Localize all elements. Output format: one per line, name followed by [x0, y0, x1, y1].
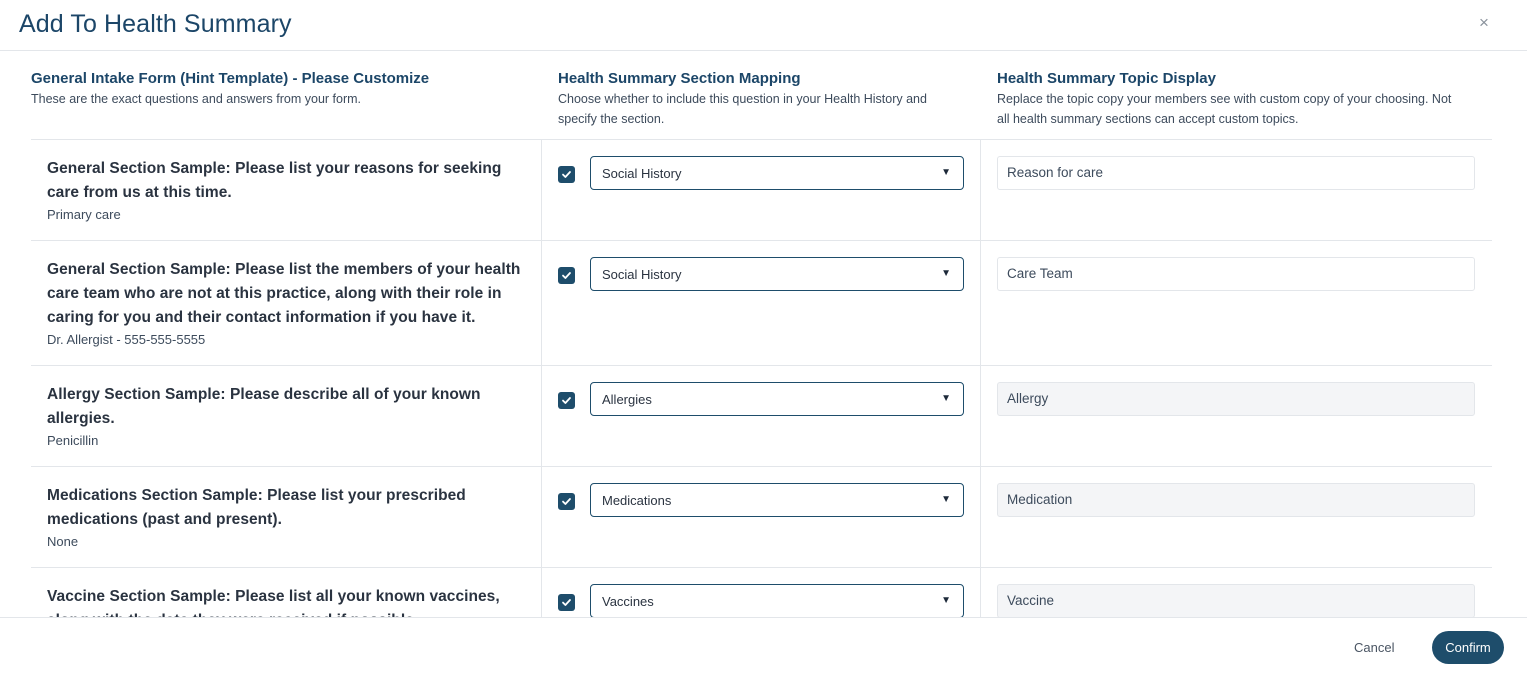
- answer-text: Dr. Allergist - 555-555-5555: [47, 332, 206, 347]
- dropdown-arrow-icon: ▼: [941, 268, 951, 279]
- question-text: Vaccine Section Sample: Please list all your known vaccines,: [47, 588, 500, 605]
- topic-input-value: Reason for care: [1007, 165, 1104, 180]
- topic-input: [997, 584, 1475, 618]
- dropdown-arrow-icon: ▼: [941, 393, 951, 404]
- topic-input-value: Allergy: [1007, 391, 1049, 406]
- section-select-value: Social History: [602, 267, 682, 282]
- include-checkbox[interactable]: [558, 267, 575, 284]
- dropdown-arrow-icon: ▼: [941, 494, 951, 505]
- topic-input[interactable]: [997, 156, 1475, 190]
- topic-input[interactable]: [997, 257, 1475, 291]
- question-text: General Section Sample: Please list your reasons for seeking care from us at this time.: [47, 160, 502, 201]
- question-text: Allergy Section Sample: Please describe all of your known allergies.: [47, 386, 481, 427]
- section-select-value: Vaccines: [602, 594, 654, 609]
- column-header-title: Health Summary Topic Display: [997, 70, 1216, 87]
- checkmark-icon: [561, 496, 572, 507]
- answer-text: Primary care: [47, 207, 121, 222]
- table-row: [31, 140, 1492, 241]
- column-header-title: Health Summary Section Mapping: [558, 70, 801, 87]
- topic-cell: [981, 366, 1492, 466]
- question-cell: [31, 467, 542, 567]
- question-cell: [31, 241, 542, 365]
- checkmark-icon: [561, 270, 572, 281]
- checkmark-icon: [561, 395, 572, 406]
- question-cell: [31, 140, 542, 240]
- section-select[interactable]: [590, 584, 964, 618]
- cancel-button[interactable]: Cancel: [1354, 640, 1395, 655]
- question-mapping-table[interactable]: [31, 139, 1492, 617]
- column-header-description: Replace the topic copy your members see with custom copy of your choosing. Not all health summary sections can accept custom topics.: [997, 92, 1452, 126]
- column-header-description: These are the exact questions and answers from your form.: [31, 92, 362, 106]
- question-text: General Section Sample: Please list the members of your health care team who are not at this practice, along with their role in caring for you and their contact information if you have it.: [47, 261, 521, 326]
- include-checkbox[interactable]: [558, 493, 575, 510]
- confirm-button[interactable]: Confirm: [1432, 631, 1504, 664]
- question-text: Medications Section Sample: Please list your prescribed medications (past and present).: [47, 487, 466, 528]
- answer-text: Penicillin: [47, 433, 99, 448]
- modal-header: [0, 0, 1527, 51]
- column-header-title: General Intake Form (Hint Template) - Please Customize: [31, 70, 430, 87]
- section-select[interactable]: [590, 483, 964, 517]
- table-row: [31, 467, 1492, 568]
- section-mapping-cell: [542, 241, 981, 365]
- section-mapping-cell: [542, 366, 981, 466]
- modal-title: Add To Health Summary: [19, 10, 292, 38]
- section-select-value: Medications: [602, 493, 672, 508]
- section-select[interactable]: [590, 257, 964, 291]
- checkmark-icon: [561, 597, 572, 608]
- section-select[interactable]: [590, 156, 964, 190]
- topic-input-value: Care Team: [1007, 266, 1073, 281]
- section-select[interactable]: [590, 382, 964, 416]
- column-header-section-mapping: [558, 69, 968, 129]
- include-checkbox[interactable]: [558, 166, 575, 183]
- include-checkbox[interactable]: [558, 594, 575, 611]
- include-checkbox[interactable]: [558, 392, 575, 409]
- topic-cell: [981, 140, 1492, 240]
- topic-input: [997, 382, 1475, 416]
- dropdown-arrow-icon: ▼: [941, 167, 951, 178]
- answer-text: None: [47, 534, 79, 549]
- question-cell: [31, 366, 542, 466]
- column-header-description: Choose whether to include this question in your Health History and specify the section.: [558, 92, 927, 126]
- checkmark-icon: [561, 169, 572, 180]
- column-header-topic-display: [997, 69, 1467, 129]
- close-icon[interactable]: ×: [1479, 13, 1489, 32]
- section-mapping-cell: [542, 140, 981, 240]
- table-row: [31, 241, 1492, 366]
- dropdown-arrow-icon: ▼: [941, 595, 951, 606]
- table-row: [31, 366, 1492, 467]
- topic-input: [997, 483, 1475, 517]
- topic-cell: [981, 241, 1492, 365]
- section-mapping-cell: [542, 467, 981, 567]
- topic-input-value: Vaccine: [1007, 593, 1055, 608]
- modal-footer: [0, 617, 1527, 676]
- topic-cell: [981, 467, 1492, 567]
- section-select-value: Allergies: [602, 392, 652, 407]
- column-header-form: [31, 69, 531, 109]
- section-select-value: Social History: [602, 166, 682, 181]
- topic-input-value: Medication: [1007, 492, 1073, 507]
